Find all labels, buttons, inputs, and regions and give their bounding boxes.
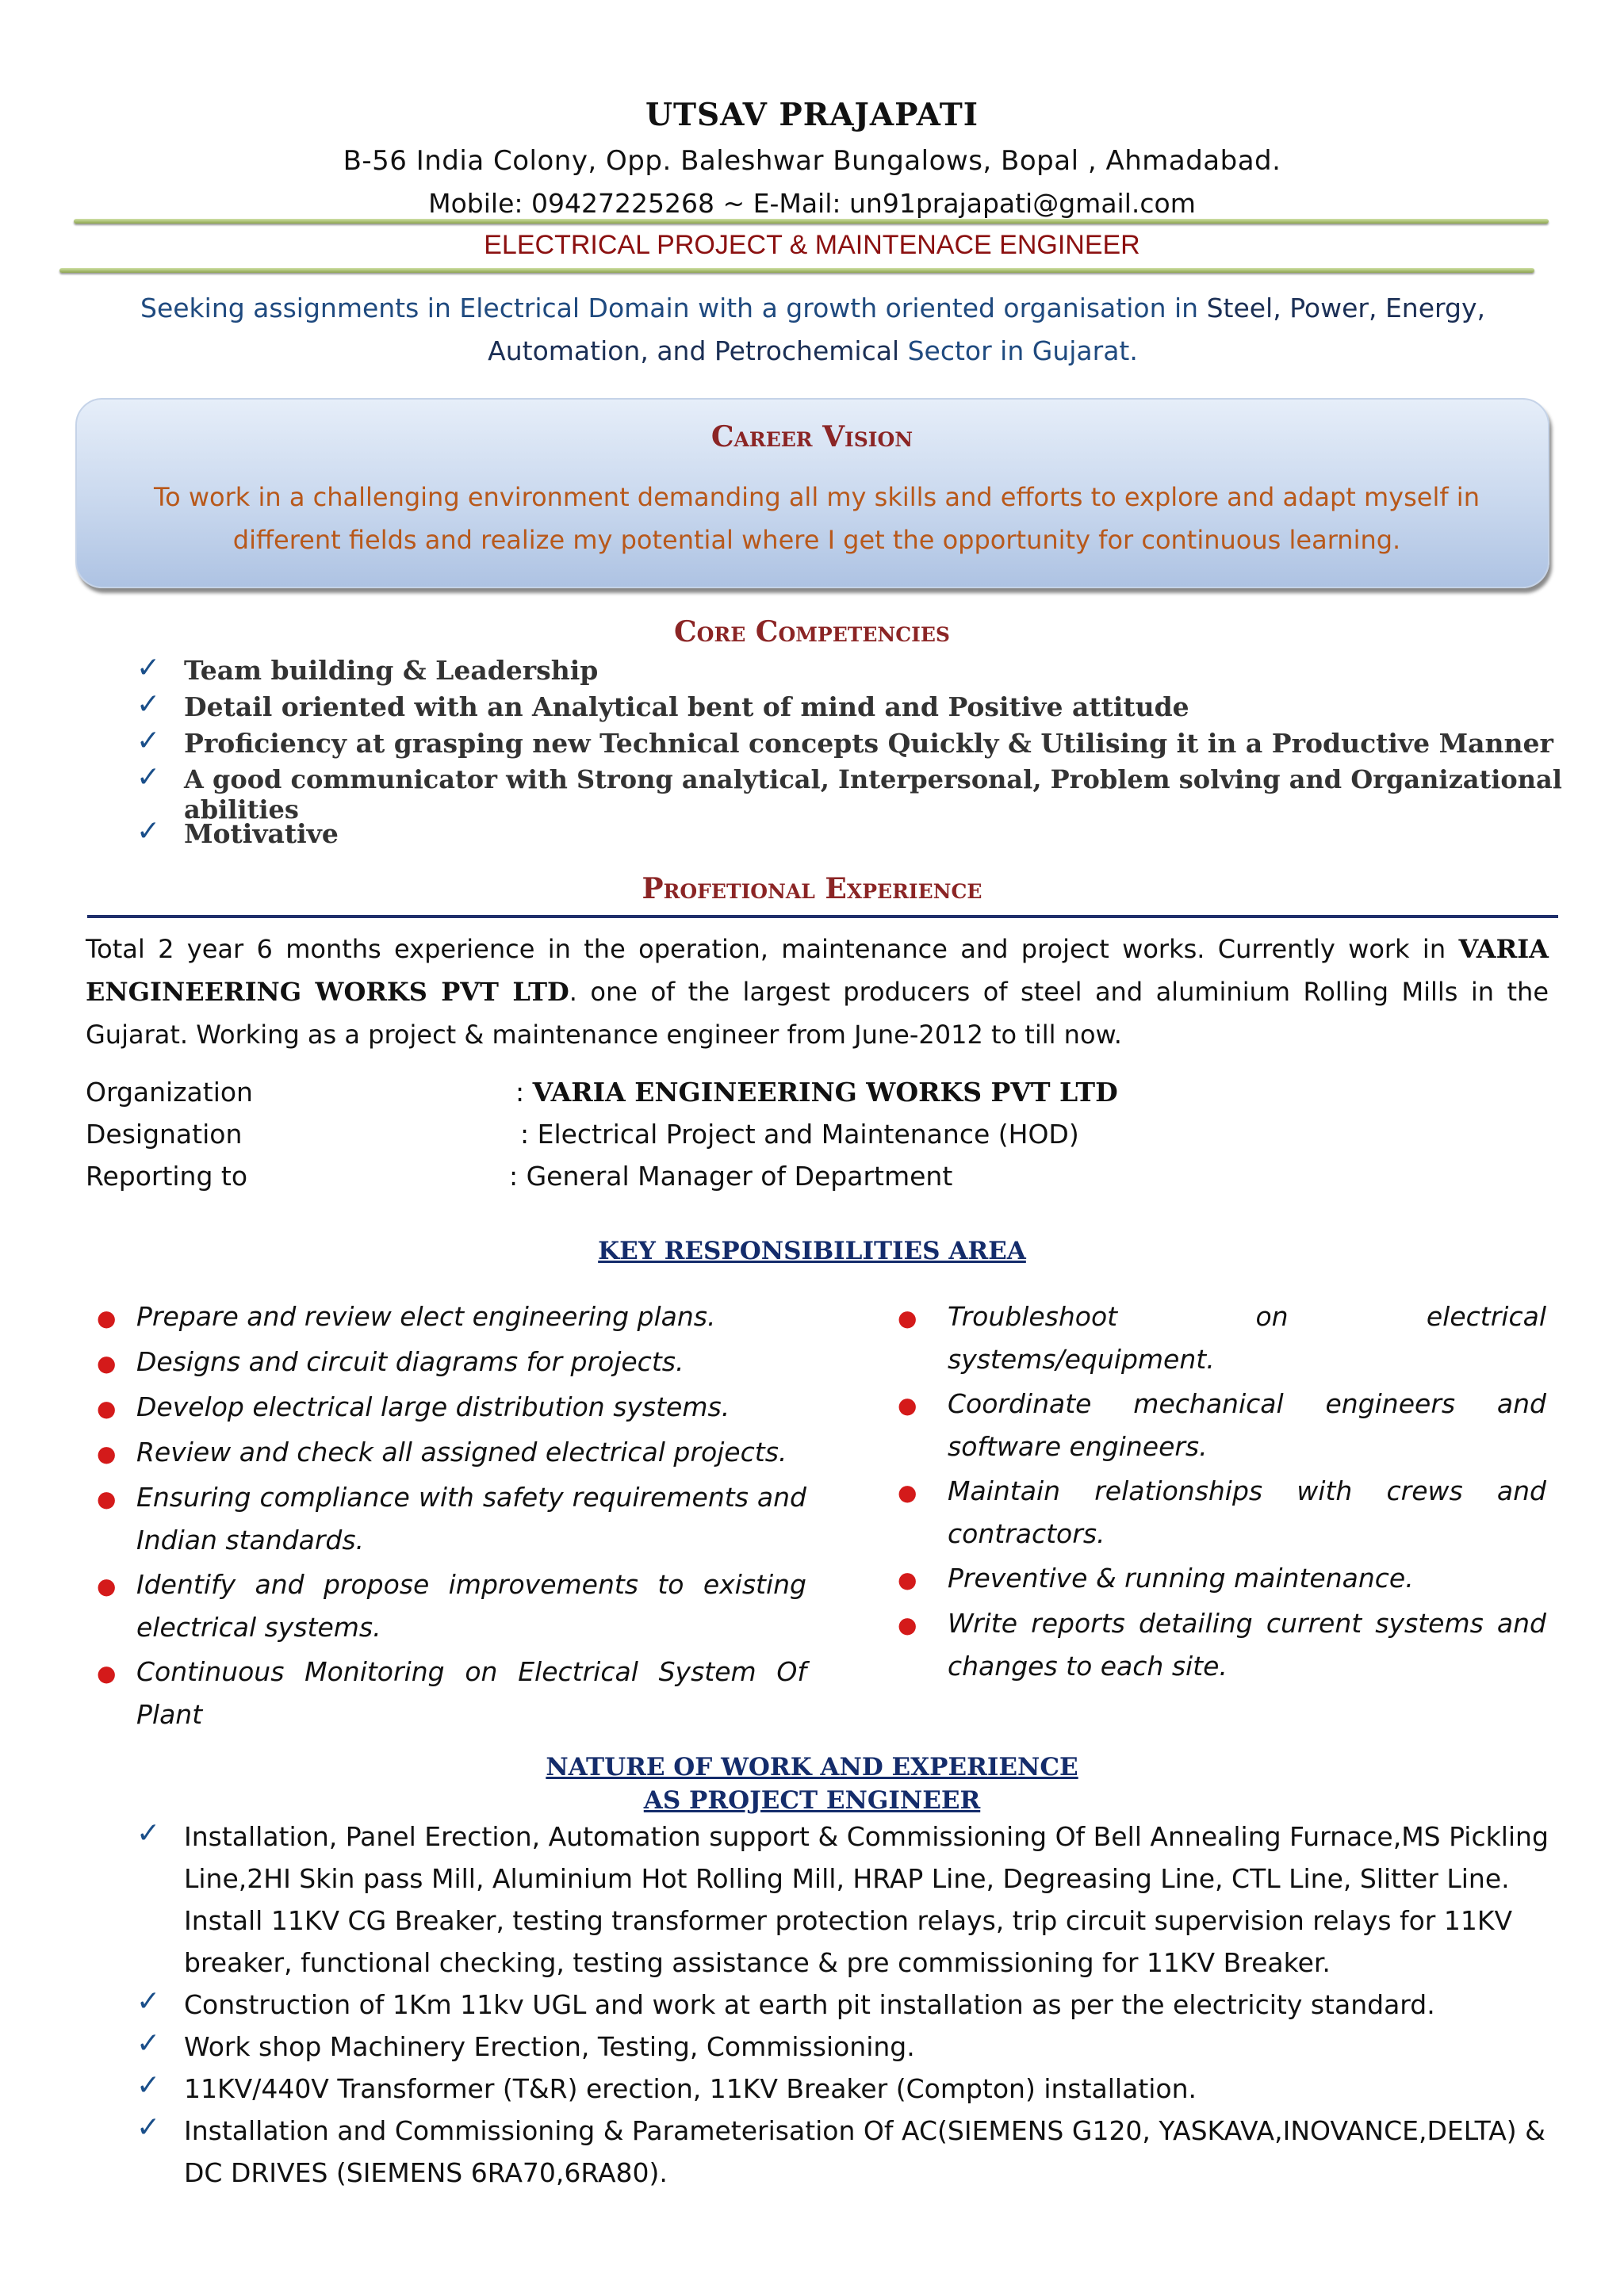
work-item: Work shop Machinery Erection, Testing, Commissioning. [184, 2031, 915, 2062]
check-icon: ✓ [136, 2027, 161, 2060]
check-icon: ✓ [136, 652, 161, 684]
email-address[interactable]: : un91prajapati@gmail.com [832, 188, 1196, 219]
check-icon: ✓ [136, 2111, 161, 2144]
bullet-icon: ● [898, 1392, 917, 1418]
organization-value: : VARIA ENGINEERING WORKS PVT LTD [515, 1077, 1118, 1108]
objective-sectors: Steel, Power, Energy, Automation, and Petrochemical [488, 293, 1485, 366]
designation-value: : Electrical Project and Maintenance (HOD) [520, 1119, 1079, 1150]
address: B-56 India Colony, Opp. Baleshwar Bungalows, Bopal , Ahmadabad. [343, 145, 1281, 177]
check-icon: ✓ [136, 688, 161, 721]
reporting-value: : General Manager of Department [509, 1161, 953, 1192]
summary-text-end: . one of the largest producers of steel and aluminium Rolling Mills in the Gujarat. Working as a project & maintenance engineer from June-2012 to till now. [86, 977, 1549, 1050]
responsibility-item: Coordinate mechanical engineers and software engineers. [948, 1388, 1546, 1462]
bullet-icon: ● [97, 1486, 117, 1512]
competency-item: Team building & Leadership [184, 655, 599, 686]
work-item: 11KV/440V Transformer (T&R) erection, 11KV Breaker (Compton) installation. [184, 2073, 1197, 2104]
experience-title: Profetional Experience [642, 872, 982, 905]
check-icon: ✓ [136, 761, 161, 794]
work-item: Construction of 1Km 11kv UGL and work at earth pit installation as per the electricity standard. [184, 1989, 1435, 2020]
responsibility-item: Develop electrical large distribution systems. [136, 1391, 730, 1422]
bullet-icon: ● [898, 1612, 917, 1638]
check-icon: ✓ [136, 1985, 161, 2018]
bullet-icon: ● [97, 1573, 117, 1599]
header-divider-bottom [59, 268, 1534, 273]
organization-name: VARIA ENGINEERING WORKS PVT LTD [532, 1077, 1118, 1108]
check-icon: ✓ [136, 815, 161, 848]
competency-item: A good communicator with Strong analytical, Interpersonal, Problem solving and Organizational abilities [184, 764, 1562, 825]
objective-text-end: Sector in Gujarat. [899, 335, 1138, 366]
check-icon: ✓ [136, 725, 161, 757]
summary-company: VARIA ENGINEERING WORKS PVT LTD [86, 934, 1549, 1007]
bullet-icon: ● [898, 1305, 917, 1331]
check-icon: ✓ [136, 2069, 161, 2102]
contact-line [0, 188, 1624, 219]
responsibility-item: Continuous Monitoring on Electrical System Of Plant [136, 1656, 806, 1730]
responsibility-item: Preventive & running maintenance. [948, 1563, 1414, 1594]
mobile-number: : 09427225268 ~ [514, 188, 753, 219]
bullet-icon: ● [898, 1479, 917, 1506]
candidate-name: UTSAV PRAJAPATI [645, 97, 979, 133]
responsibility-item: Identify and propose improvements to existing electrical systems. [136, 1569, 806, 1643]
responsibility-item: Maintain relationships with crews and contractors. [948, 1475, 1546, 1549]
competency-item: Detail oriented with an Analytical bent of mind and Positive attitude [184, 691, 1189, 722]
responsibility-item: Prepare and review elect engineering plans. [136, 1301, 716, 1332]
experience-summary [86, 928, 1549, 1056]
email-label: E-Mail [753, 188, 833, 219]
designation-label: Designation [86, 1119, 243, 1150]
responsibility-item: Troubleshoot on electrical systems/equipment. [948, 1301, 1546, 1375]
nature-of-work-title-line1: NATURE OF WORK AND EXPERIENCE [546, 1753, 1078, 1781]
responsibility-item: Write reports detailing current systems and changes to each site. [948, 1608, 1546, 1682]
bullet-icon: ● [97, 1395, 117, 1422]
summary-text: Total 2 year 6 months experience in the operation, maintenance and project works. Currently work in [86, 934, 1459, 964]
career-vision-title: Career Vision [710, 420, 914, 453]
nature-of-work-title [0, 1751, 1624, 1817]
bullet-icon: ● [97, 1305, 117, 1331]
experience-divider [87, 915, 1558, 918]
core-competencies-title: Core Competencies [674, 615, 950, 649]
nature-of-work-title-line2: AS PROJECT ENGINEER [643, 1786, 981, 1815]
objective [111, 287, 1515, 373]
responsibility-item: Designs and circuit diagrams for projects. [136, 1346, 684, 1377]
bullet-icon: ● [97, 1441, 117, 1467]
work-item: Installation, Panel Erection, Automation support & Commissioning Of Bell Annealing Furnace,MS Pickling Line,2HI Skin pass Mill, Aluminium Hot Rolling Mill, HRAP Line, Degreasing Line, CTL Line, Slitter Line. Install 11KV CG Breaker, testing transformer protection relays, trip circuit supervision relays for 11KV breaker, functional checking, testing assistance & pre commissioning for 11KV Breaker. [184, 1821, 1549, 1978]
header-divider-top [74, 219, 1549, 224]
responsibility-item: Review and check all assigned electrical projects. [136, 1437, 787, 1468]
career-vision-text: To work in a challenging environment demanding all my skills and efforts to explore and adapt myself in different fields and realize my potential where I get the opportunity for continuous learning. [154, 482, 1480, 555]
bullet-icon: ● [898, 1567, 917, 1593]
job-title: ELECTRICAL PROJECT & MAINTENACE ENGINEER [484, 230, 1140, 260]
bullet-icon: ● [97, 1660, 117, 1686]
organization-label: Organization [86, 1077, 253, 1108]
mobile-label: Mobile [428, 188, 515, 219]
check-icon: ✓ [136, 1817, 161, 1850]
kra-title: KEY RESPONSIBILITIES AREA [598, 1237, 1026, 1265]
work-item: Installation and Commissioning & Parameterisation Of AC(SIEMENS G120, YASKAVA,INOVANCE,DELTA) & DC DRIVES (SIEMENS 6RA70,6RA80). [184, 2115, 1545, 2188]
responsibility-item: Ensuring compliance with safety requirements and Indian standards. [136, 1482, 806, 1556]
competency-item: Proficiency at grasping new Technical concepts Quickly & Utilising it in a Productive Manner [184, 728, 1553, 759]
objective-text: Seeking assignments in Electrical Domain with a growth oriented organisation in [140, 293, 1207, 323]
reporting-label: Reporting to [86, 1161, 248, 1192]
competency-item: Motivative [184, 818, 339, 849]
bullet-icon: ● [97, 1350, 117, 1376]
